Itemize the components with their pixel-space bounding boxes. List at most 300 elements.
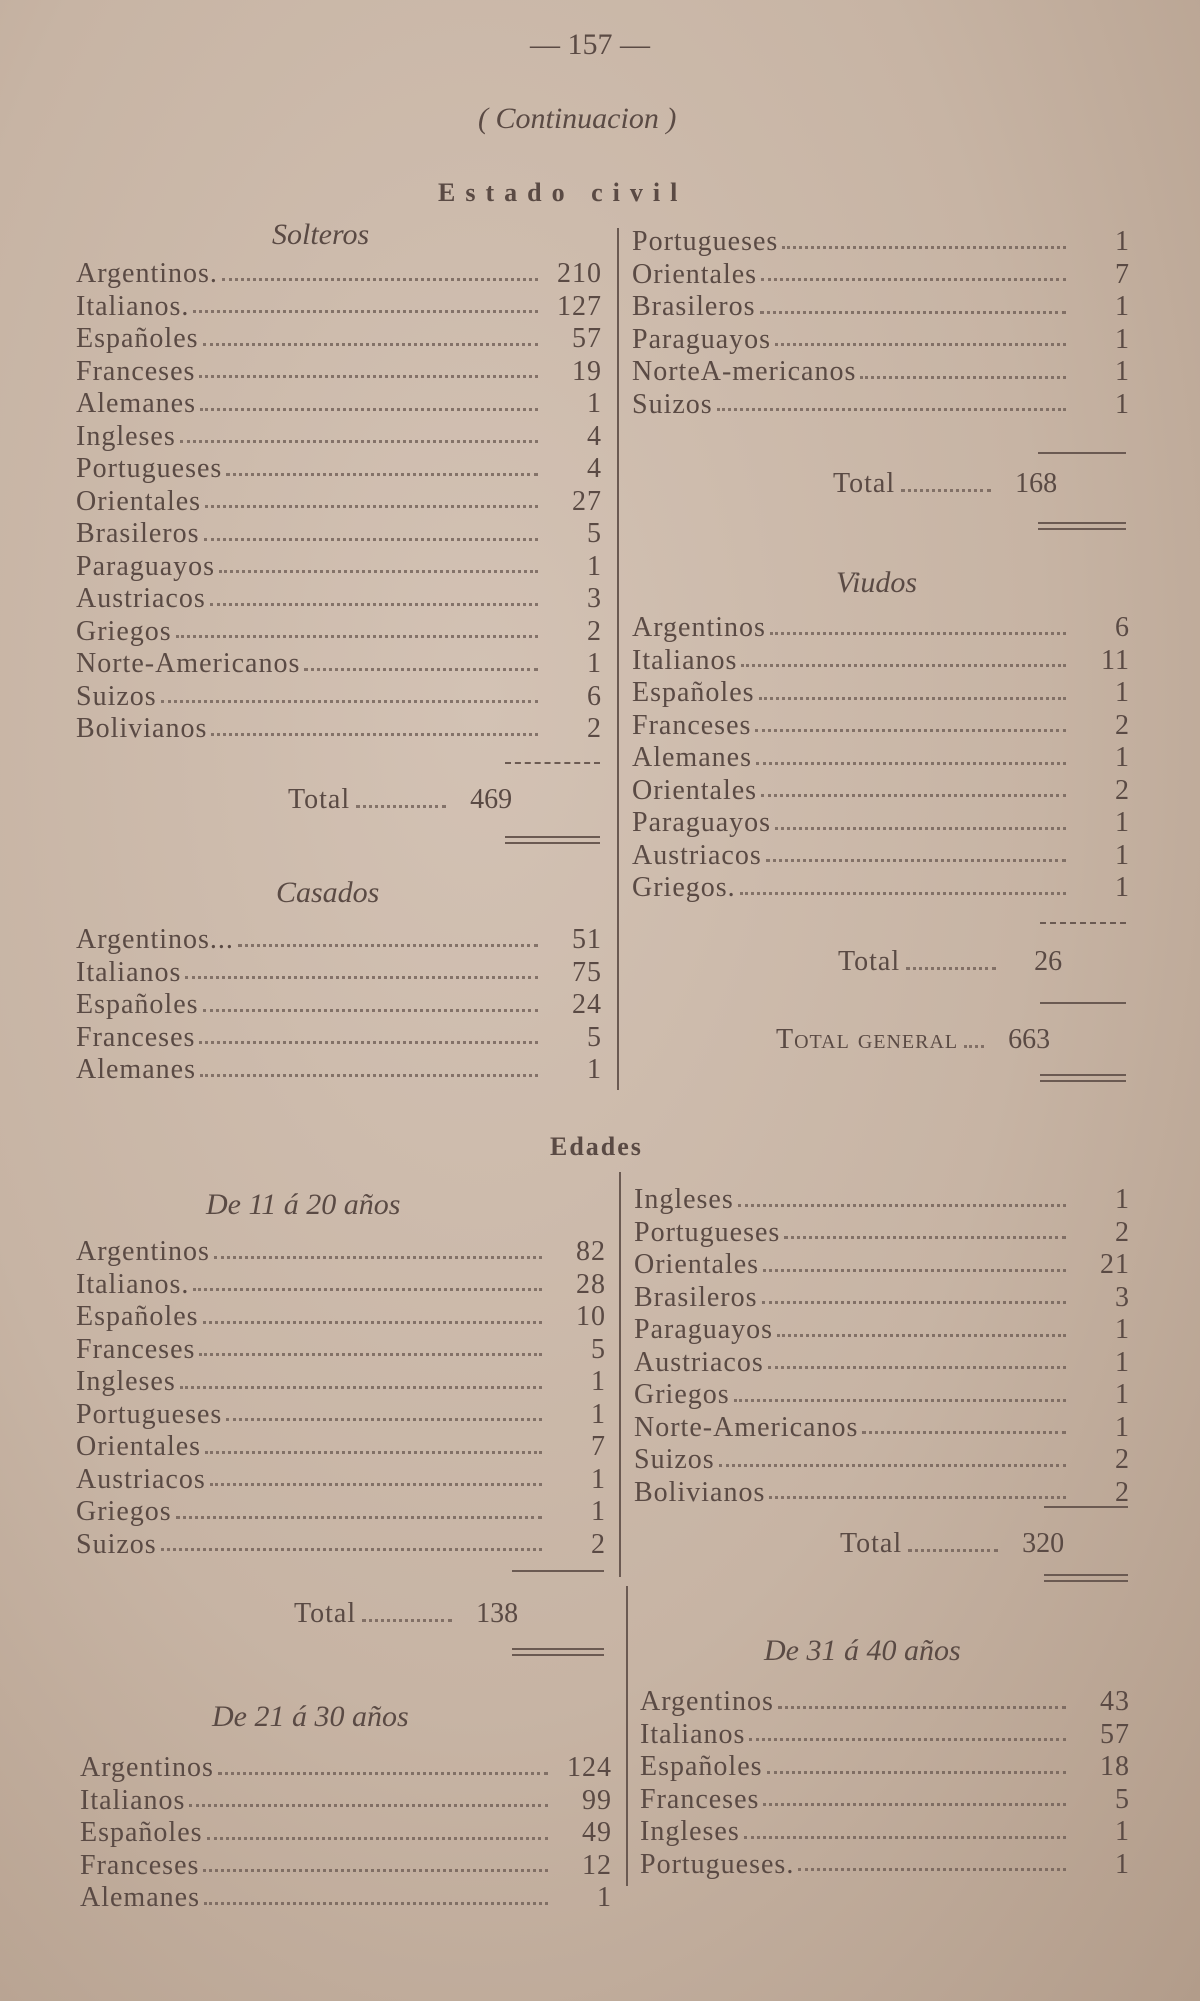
total-general-double-rule [1040,1074,1126,1082]
leader-dots [775,817,1066,830]
leader-dots [176,1506,542,1519]
casados-total-row [833,468,1057,500]
row-value: 75 [572,956,602,988]
leader-dots [762,1291,1066,1304]
row-label: Argentinos [632,612,766,643]
row-label: Griegos. [632,872,736,903]
row-value: 1 [1115,677,1130,708]
leader-dots [238,934,538,947]
row-value: 57 [572,323,602,354]
row-value: 5 [1115,1783,1130,1815]
row-label: Orientales [76,485,202,517]
total-label: Total [840,1528,903,1559]
table-row [76,1496,606,1529]
total-label: Total [833,468,896,499]
row-label: Suizos [632,388,713,420]
row-label: Alemanes [76,388,196,419]
table-row [634,1282,1130,1315]
row-value: 1 [1115,1184,1130,1215]
row-value: 6 [587,680,602,712]
row-label: Bolivianos [634,1476,766,1508]
row-value: 1 [591,1496,606,1527]
casados-total-double-rule [1038,522,1126,530]
leader-dots [176,625,538,638]
row-label: Griegos [76,1496,172,1527]
row-value: 11 [1101,644,1130,676]
column-divider [617,228,619,1090]
leader-dots [210,1473,542,1486]
row-value: 49 [582,1817,612,1848]
leader-dots [210,593,538,606]
solteros-subtotal-rule [505,762,600,764]
table-row [76,1022,602,1055]
row-label: Paraguayos [634,1314,774,1345]
row-value: 4 [587,420,602,452]
table-row [632,872,1130,905]
row-label: Italianos [80,1784,186,1816]
row-value: 7 [1115,258,1130,290]
row-label: Argentinos... [76,924,234,955]
row-label: Austriacos [634,1346,764,1378]
row-value: 19 [572,355,602,387]
row-value: 1 [1115,388,1130,420]
table-row [76,989,602,1022]
row-value: 2 [1115,774,1130,806]
table-row [76,356,602,389]
leader-dots [741,654,1066,667]
row-value: 10 [576,1301,606,1332]
table-row [632,775,1130,808]
table-row [634,1444,1130,1477]
row-value: 1 [1115,872,1130,903]
leader-dots [356,795,446,808]
table-row [80,1752,612,1785]
row-label: Alemanes [76,1054,196,1085]
total-general-label: Total general [776,1024,959,1055]
leader-dots [778,1696,1066,1709]
leader-dots [204,528,538,541]
row-value: 1 [1115,1379,1130,1410]
row-value: 1 [1115,356,1130,387]
leader-dots [862,1421,1066,1434]
row-label: Norte-Americanos [76,648,301,679]
row-value: 2 [1115,1444,1130,1475]
row-label: Orientales [632,258,758,290]
table-row [76,421,602,454]
row-label: Alemanes [80,1882,200,1913]
casados-total-value: 168 [1015,468,1058,499]
row-label: NorteA-mericanos [632,356,857,387]
row-label: Griegos [634,1379,730,1410]
table-row [76,518,602,551]
row-label: Norte-Americanos [634,1411,859,1443]
leader-dots [226,463,538,476]
row-label: Portugueses [76,453,223,484]
row-value: 57 [1100,1718,1130,1750]
row-label: Españoles [632,677,755,708]
row-label: Suizos [76,1528,157,1560]
table-row [76,1054,602,1087]
g31-40-table [640,1686,1130,1881]
leader-dots [798,1858,1066,1871]
row-label: Italianos [632,644,738,676]
leader-dots [756,752,1066,765]
leader-dots [203,333,538,346]
row-value: 1 [1115,1346,1130,1378]
table-row [634,1477,1130,1510]
row-label: Españoles [640,1751,763,1782]
row-label: Franceses [632,709,752,741]
row-value: 1 [587,388,602,419]
table-row [632,840,1130,873]
solteros-total-value: 469 [470,784,513,815]
row-label: Franceses [80,1849,200,1881]
leader-dots [199,1343,542,1356]
table-row [632,677,1130,710]
row-label: Italianos. [76,290,190,322]
row-value: 28 [576,1268,606,1300]
row-label: Franceses [76,1021,196,1053]
row-label: Austriacos [632,839,762,871]
row-label: Brasileros [634,1281,758,1313]
leader-dots [199,1031,538,1044]
row-value: 1 [591,1463,606,1495]
leader-dots [180,430,538,443]
row-label: Españoles [80,1817,203,1848]
viudos-subtotal-rule [1040,922,1126,924]
table-row [634,1249,1130,1282]
row-label: Españoles [76,1301,199,1332]
leader-dots [761,784,1066,797]
total-general-row [776,1024,1050,1056]
total-label: Total [838,946,901,977]
table-row [76,1399,606,1432]
leader-dots [200,398,538,411]
row-value: 1 [1115,226,1130,257]
row-value: 24 [572,989,602,1020]
leader-dots [203,999,538,1012]
leader-dots [222,268,538,281]
row-label: Portugueses [634,1216,781,1248]
table-row [76,291,602,324]
row-label: Austriacos [76,583,206,614]
table-row [632,259,1130,292]
leader-dots [738,1194,1066,1207]
table-row [76,681,602,714]
leader-dots [717,398,1066,411]
row-value: 21 [1100,1249,1130,1280]
row-value: 1 [587,648,602,679]
table-row [76,388,602,421]
row-value: 1 [1115,1816,1130,1847]
leader-dots [759,687,1066,700]
row-label: Argentinos [640,1686,774,1717]
row-label: Portugueses. [640,1848,795,1880]
row-value: 4 [587,453,602,484]
row-label: Italianos [640,1718,746,1750]
g11-20-subtotal-rule [512,1570,604,1572]
table-row [80,1785,612,1818]
table-row [76,1431,606,1464]
leader-dots [964,1035,984,1048]
leader-dots [719,1454,1066,1467]
total-label: Total [288,784,351,815]
row-value: 1 [1115,1314,1130,1345]
table-row [640,1751,1130,1784]
row-label: Argentinos [80,1752,214,1783]
table-row [76,583,602,616]
solteros-heading: Solteros [272,218,370,251]
leader-dots [199,365,538,378]
row-label: Ingleses [76,1366,176,1397]
solteros-total-row [288,784,512,816]
row-label: Argentinos. [76,258,218,289]
leader-dots [749,1728,1066,1741]
table-row [632,807,1130,840]
row-value: 99 [582,1784,612,1816]
row-value: 27 [572,485,602,517]
table-row [76,648,602,681]
row-label: Suizos [76,680,157,712]
g11-20-table [76,1236,606,1561]
row-label: Brasileros [76,518,200,549]
leader-dots [205,495,538,508]
g11-20-total-value: 138 [476,1598,519,1629]
leader-dots [782,236,1066,249]
estado-civil-title: Estado civil [438,178,688,207]
row-value: 2 [1115,709,1130,741]
row-label: Orientales [632,774,758,806]
table-row [76,924,602,957]
viudos-total-value: 26 [1034,946,1063,977]
leader-dots [207,1827,548,1840]
row-value: 43 [1100,1686,1130,1717]
column-divider [619,1172,621,1577]
casados-continued-table [632,226,1130,421]
row-value: 210 [557,258,602,289]
row-label: Bolivianos [76,713,208,744]
table-row [76,1334,606,1367]
row-value: 1 [587,550,602,582]
row-label: Franceses [76,355,196,387]
table-row [76,1236,606,1269]
leader-dots [755,719,1066,732]
leader-dots [740,882,1066,895]
table-row [632,645,1130,678]
leader-dots [760,301,1066,314]
row-label: Franceses [76,1333,196,1365]
leader-dots [768,1356,1066,1369]
g21-30-total-row [840,1528,1064,1560]
g21-30-subtotal-rule [1044,1506,1128,1508]
row-label: Paraguayos [632,807,772,838]
table-row [634,1379,1130,1412]
row-label: Brasileros [632,291,756,322]
row-value: 1 [587,1054,602,1085]
row-value: 2 [587,713,602,744]
solteros-table [76,258,602,746]
leader-dots [744,1826,1066,1839]
row-value: 1 [591,1398,606,1430]
g31-40-heading: De 31 á 40 años [764,1634,961,1667]
table-row [76,323,602,356]
row-value: 2 [591,1528,606,1560]
row-value: 1 [1115,1848,1130,1880]
row-value: 3 [1115,1281,1130,1313]
table-row [76,1301,606,1334]
general-subtotal-rule [1040,1002,1126,1004]
row-value: 82 [576,1236,606,1267]
leader-dots [784,1226,1066,1239]
casados-subtotal-rule [1038,452,1126,454]
row-label: Austriacos [76,1463,206,1495]
table-row [632,389,1130,422]
row-label: Orientales [76,1431,202,1462]
row-label: Italianos. [76,1268,190,1300]
leader-dots [362,1609,452,1622]
table-row [634,1217,1130,1250]
table-row [76,453,602,486]
row-value: 2 [1115,1216,1130,1248]
table-row [632,291,1130,324]
table-row [76,616,602,649]
row-label: Portugueses [76,1398,223,1430]
row-label: Alemanes [632,742,752,773]
leader-dots [766,849,1066,862]
row-value: 6 [1115,612,1130,643]
table-row [76,258,602,291]
leader-dots [734,1389,1066,1402]
row-value: 1 [597,1882,612,1913]
edades-title: Edades [550,1132,643,1161]
table-row [632,710,1130,743]
row-label: Portugueses [632,226,779,257]
row-value: 5 [587,518,602,549]
leader-dots [304,658,538,671]
row-value: 1 [591,1366,606,1397]
continuation-heading: ( Continuacion ) [478,102,677,135]
leader-dots [860,366,1066,379]
table-row [640,1719,1130,1752]
table-row [76,713,602,746]
leader-dots [901,479,991,492]
casados-heading: Casados [276,876,380,909]
table-row [634,1347,1130,1380]
row-value: 2 [1115,1476,1130,1508]
leader-dots [226,1408,542,1421]
table-row [632,226,1130,259]
viudos-heading: Viudos [836,566,918,599]
table-row [632,324,1130,357]
viudos-total-row [838,946,1062,978]
solteros-total-double-rule [505,836,600,844]
table-row [80,1817,612,1850]
leader-dots [193,1278,542,1291]
table-row [640,1686,1130,1719]
leader-dots [189,1794,548,1807]
row-value: 1 [1115,742,1130,773]
leader-dots [203,1859,548,1872]
row-value: 1 [1115,323,1130,355]
leader-dots [775,333,1066,346]
g11-20-total-row [294,1598,518,1630]
page-number: — 157 — [530,28,650,61]
row-value: 12 [582,1849,612,1881]
leader-dots [763,1793,1066,1806]
row-label: Argentinos [76,1236,210,1267]
table-row [632,612,1130,645]
row-value: 1 [1115,291,1130,322]
leader-dots [219,560,538,573]
leader-dots [193,300,538,313]
g11-20-total-double-rule [512,1648,604,1656]
leader-dots [761,268,1066,281]
table-row [76,551,602,584]
row-value: 18 [1100,1751,1130,1782]
row-label: Franceses [640,1783,760,1815]
leader-dots [204,1892,548,1905]
leader-dots [205,1441,542,1454]
table-row [640,1849,1130,1882]
leader-dots [777,1324,1066,1337]
row-value: 5 [591,1333,606,1365]
table-row [634,1184,1130,1217]
table-row [76,1269,606,1302]
row-value: 1 [1115,1411,1130,1443]
row-label: Italianos [76,956,182,988]
table-row [634,1314,1130,1347]
leader-dots [769,1486,1066,1499]
g21-30-total-value: 320 [1022,1528,1065,1559]
column-divider [626,1586,628,1886]
leader-dots [908,1539,998,1552]
row-label: Suizos [634,1444,715,1475]
row-value: 1 [1115,807,1130,838]
row-value: 127 [557,290,602,322]
table-row [640,1816,1130,1849]
leader-dots [185,966,538,979]
leader-dots [214,1246,542,1259]
casados-table [76,924,602,1087]
row-value: 2 [587,615,602,647]
g21-30-table [80,1752,612,1915]
leader-dots [211,723,538,736]
table-row [80,1882,612,1915]
row-label: Orientales [634,1249,760,1280]
table-row [76,486,602,519]
g11-20-heading: De 11 á 20 años [206,1188,401,1221]
row-value: 51 [572,924,602,955]
leader-dots [200,1064,538,1077]
row-value: 124 [567,1752,612,1783]
row-value: 3 [587,583,602,614]
total-general-value: 663 [1008,1024,1051,1055]
g21-30-continued-table [634,1184,1130,1509]
row-value: 5 [587,1021,602,1053]
leader-dots [218,1762,548,1775]
row-label: Paraguayos [76,550,216,582]
leader-dots [161,690,538,703]
row-label: Españoles [76,323,199,354]
row-label: Españoles [76,989,199,1020]
table-row [640,1784,1130,1817]
g21-30-heading: De 21 á 30 años [212,1700,409,1733]
table-row [76,1366,606,1399]
leader-dots [203,1311,542,1324]
row-label: Paraguayos [632,323,772,355]
table-row [632,356,1130,389]
total-label: Total [294,1598,357,1629]
